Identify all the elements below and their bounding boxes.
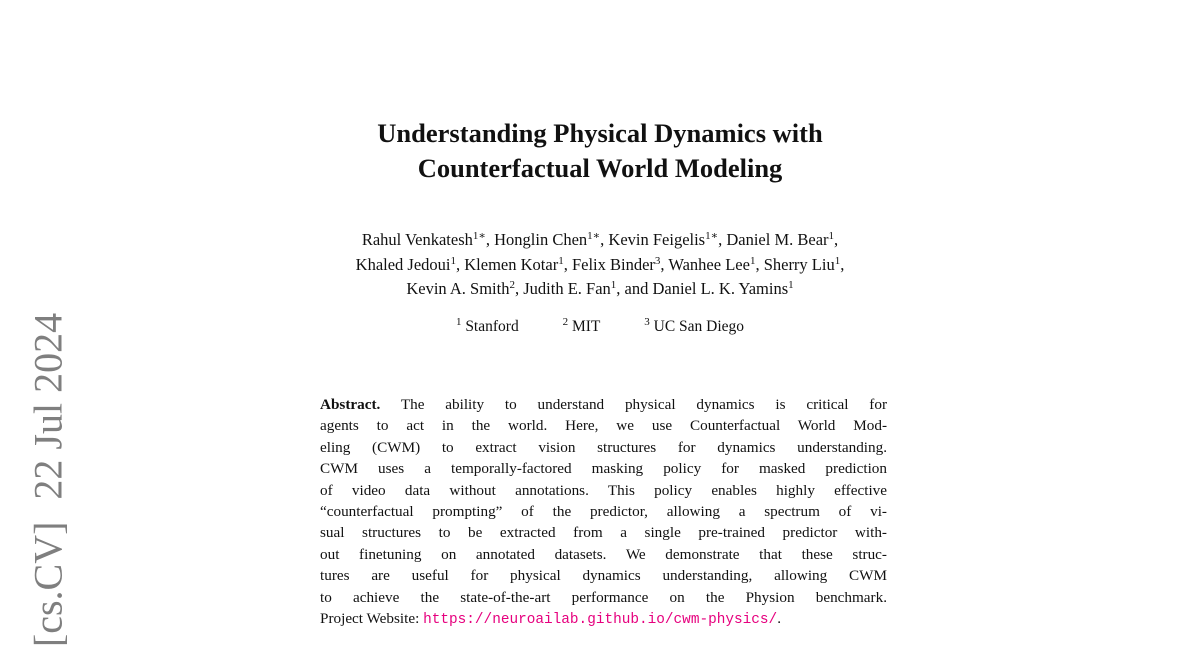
abstract-line: to achieve the state-of-the-art performance on the Physion benchmark. — [320, 588, 887, 606]
author-name: Kevin A. Smith — [406, 279, 510, 298]
author-affil-mark: 1 — [834, 254, 841, 267]
abstract-line: tures are useful for physical dynamics understanding, allowing CWM — [320, 567, 887, 585]
arxiv-date: 22 Jul 2024 — [25, 312, 71, 500]
abstract-line: agents to act in the world. Here, we use Counterfactual World Mod- — [320, 417, 887, 435]
affiliation-number: 1 — [455, 316, 462, 328]
author-affil-mark: 1∗ — [587, 230, 601, 242]
author-line-2: Khaled Jedoui$^1$, Klemen Kotar$^1$, Felix Binder$^3$, Wanhee Lee$^1$, Sherry Liu$^1$, — [355, 254, 845, 274]
author-affil-mark: 1 — [788, 279, 794, 291]
author-affil-mark: 1 — [828, 230, 835, 242]
abstract-line: “counterfactual prompting” of the predictor, allowing a spectrum of vi- — [320, 502, 887, 520]
author-list — [0, 229, 1200, 303]
affiliation-item — [644, 316, 744, 339]
author-name: Honglin Chen — [494, 230, 588, 249]
author-affil-mark: 2 — [509, 279, 515, 291]
author-affil-mark: 1 — [749, 254, 756, 267]
author-name: Klemen Kotar — [464, 254, 559, 274]
abstract — [320, 394, 887, 629]
author-name: Khaled Jedoui — [355, 254, 451, 274]
author-name: Sherry Liu — [763, 254, 835, 274]
abstract-label: Abstract. — [320, 396, 381, 413]
title-line-2: Counterfactual World Modeling — [417, 153, 783, 183]
author-affil-mark: 1 — [450, 254, 457, 267]
author-affil-mark: 1∗ — [472, 230, 486, 242]
paper-title — [0, 116, 1200, 186]
author-conjunction: and — [624, 279, 649, 298]
author-affil-mark: 3 — [654, 254, 661, 267]
affiliation-number: 3 — [644, 316, 650, 328]
abstract-line: eling (CWM) to extract vision structures for dynamics understanding. — [320, 438, 887, 456]
arxiv-stamp — [25, 313, 72, 647]
abstract-line: CWM uses a temporally-factored masking policy for masked prediction — [320, 460, 887, 478]
title-line-1: Understanding Physical Dynamics with — [377, 118, 823, 148]
abstract-website-line: Project Website: https://neuroailab.github.io/cwm-physics/. — [320, 609, 781, 628]
project-website-link[interactable]: https://neuroailab.github.io/cwm-physics/ — [423, 611, 778, 628]
author-name: Rahul Venkatesh — [361, 230, 473, 249]
affiliation-item — [563, 316, 601, 339]
arxiv-category: [cs.CV] — [25, 521, 71, 648]
abstract-line: of video data without annotations. This policy enables highly effective — [320, 481, 887, 499]
author-name: Daniel L. K. Yamins — [652, 279, 789, 298]
affiliation-item — [456, 316, 519, 339]
abstract-line: Abstract. The ability to understand physical dynamics is critical for — [320, 396, 888, 413]
website-label: Project Website: — [320, 609, 420, 627]
author-affil-mark: 1 — [610, 279, 617, 291]
affiliation-name: Stanford — [465, 318, 519, 335]
author-name: Daniel M. Bear — [726, 230, 829, 249]
author-name: Wanhee Lee — [668, 254, 750, 274]
author-name: Felix Binder — [571, 254, 655, 274]
author-line-1: Rahul Venkatesh$^{1∗}$, Honglin Chen$^{1∗}$, Kevin Feigelis$^{1∗}$, Daniel M. Bear$^1$, — [361, 230, 839, 249]
abstract-line: sual structures to be extracted from a single pre-trained predictor with- — [320, 524, 887, 542]
affiliation-name: MIT — [571, 318, 601, 335]
author-affil-mark: 1 — [558, 254, 564, 267]
affiliation-name: UC San Diego — [653, 318, 745, 335]
author-name: Kevin Feigelis — [608, 230, 706, 249]
abstract-line: out finetuning on annotated datasets. We demonstrate that these struc- — [320, 545, 887, 563]
author-line-3: Kevin A. Smith$^2$, Judith E. Fan$^1$, and Daniel L. K. Yamins$^1$ — [406, 279, 794, 298]
author-name: Judith E. Fan — [523, 279, 611, 298]
affiliation-number: 2 — [562, 316, 569, 328]
affiliations — [0, 316, 1200, 339]
author-affil-mark: 1∗ — [705, 230, 719, 242]
